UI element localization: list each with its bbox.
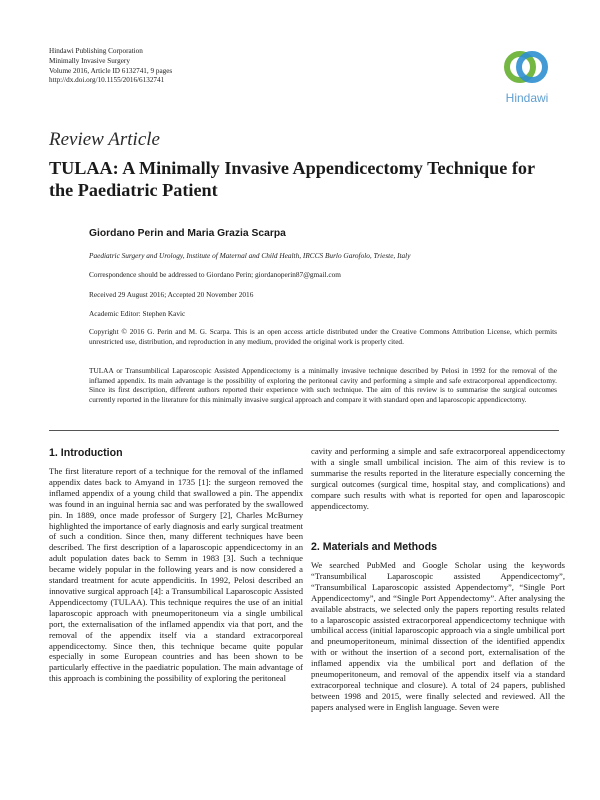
introduction-column xyxy=(49,466,303,786)
section-heading-methods: 2. Materials and Methods xyxy=(311,541,437,553)
journal-info xyxy=(49,47,172,86)
article-type: Review Article xyxy=(49,129,160,150)
publisher-line: Hindawi Publishing Corporation xyxy=(49,47,143,55)
section-heading-introduction: 1. Introduction xyxy=(49,447,123,459)
introduction-continued xyxy=(311,446,565,532)
introduction-paragraph-continued: cavity and performing a simple and safe extracorporeal appendicectomy with a single small umbilical incision. The aim of this review is to summarise the results reported in the literature especially concerning the surgical outcomes (surgical time, hospital stay, and complications) and compare such results with what is reported for open and laparoscopic appendicectomy. xyxy=(311,446,565,511)
methods-paragraph: We searched PubMed and Google Scholar using the keywords “Transumbilical Laparoscopic assisted Appendicectomy”, “Transumbilical Laparoscopic assisted Appendectomy”, “Single Port Appendicectomy”, and “Single Port Appendectomy”. After analysing the available abstracts, we selected only the papers reporting results related to a laparoscopic assisted extracorporeal appendicectomy technique with umbilical access (initial laparoscopic approach via a single umbilical port and pneumoperitoneum, minimal dissection of the identified appendix with or without the insertion of a second port, externalisation of the inflamed appendix via the umbilical port and deflation of the pneumoperitoneum, and removal of the appendix itself via a standard extracorporeal technique and closure). A total of 24 papers, published between 1998 and 2015, were finally selected and reviewed. All the papers analysed were in English language. Seven were xyxy=(311,560,565,712)
doi-link[interactable]: http://dx.doi.org/10.1155/2016/6132741 xyxy=(49,76,165,85)
authors: Giordano Perin and Maria Grazia Scarpa xyxy=(89,228,286,239)
correspondence: Correspondence should be addressed to Giordano Perin; giordanoperin87@gmail.com xyxy=(89,270,341,279)
copyright-notice: Copyright © 2016 G. Perin and M. G. Scarpa. This is an open access article distributed under the Creative Commons Attribution License, which permits unrestricted use, distribution, and reproduction in any medium, provided the original work is properly cited. xyxy=(89,327,557,346)
hindawi-logo-text: Hindawi xyxy=(505,91,549,105)
article-title: TULAA: A Minimally Invasive Appendicectomy Technique for the Paediatric Patient xyxy=(49,158,535,200)
received-dates: Received 29 August 2016; Accepted 20 November 2016 xyxy=(89,290,254,299)
divider xyxy=(49,430,559,431)
academic-editor: Academic Editor: Stephen Kavic xyxy=(89,309,186,318)
introduction-paragraph: The first literature report of a technique for the removal of the inflamed appendix dates back to Amyand in 1735 [1]: the surgeon removed the inflamed appendix of a young child that swallowed a pin. The appendix was found in an inguinal hernia sac and was perforated by the swallowed pin. In 1889, once made professor of Surgery [2], Charles McBurney highlighted the importance of early diagnosis and early surgical treatment of such a condition. Since then, many different techniques have been described. The first description of a laparoscopic appendicectomy in an adult population dates back to Semm in 1983 [3]. Such a technique became widely popular in the following years and is now considered a standard treatment for acute appendicitis. In 1992, Pelosi described an innovative surgical approach [4]: a Transumbilical Laparoscopic Assisted Appendicectomy (TULAA). This technique requires the use of an initial laparoscopic approach with pneumoperitoneum via a single umbilical port, the externalisation of the inflamed appendix via that port, and the removal of the appendix itself via a standard extracorporeal appendicectomy. Since then, this technique became quite popular especially in some European countries and has been shown to be particularly effective in the paediatric population. The main advantage of this approach is combining the possibility of exploring the peritoneal xyxy=(49,466,303,684)
abstract: TULAA or Transumbilical Laparoscopic Assisted Appendicectomy is a minimally invasive technique described by Pelosi in 1992 for the removal of the inflamed appendix. Its main advantage is the possibility of exploring the peritoneal cavity and performing a simple and safe extracorporeal appendicectomy. Since its first description, different authors reported their experience with such technique. The aim of this review is to summarise the surgical outcomes currently reported in the literature for this minimally invasive surgical approach and compare it with standard open and laparoscopic appendicectomy. xyxy=(89,366,557,405)
affiliation: Paediatric Surgery and Urology, Institute of Maternal and Child Health, IRCCS Burlo Garofolo, Trieste, Italy xyxy=(89,251,411,260)
volume-line: Volume 2016, Article ID 6132741, 9 pages xyxy=(49,66,173,75)
journal-name: Minimally Invasive Surgery xyxy=(49,56,130,65)
methods-column xyxy=(311,560,565,788)
